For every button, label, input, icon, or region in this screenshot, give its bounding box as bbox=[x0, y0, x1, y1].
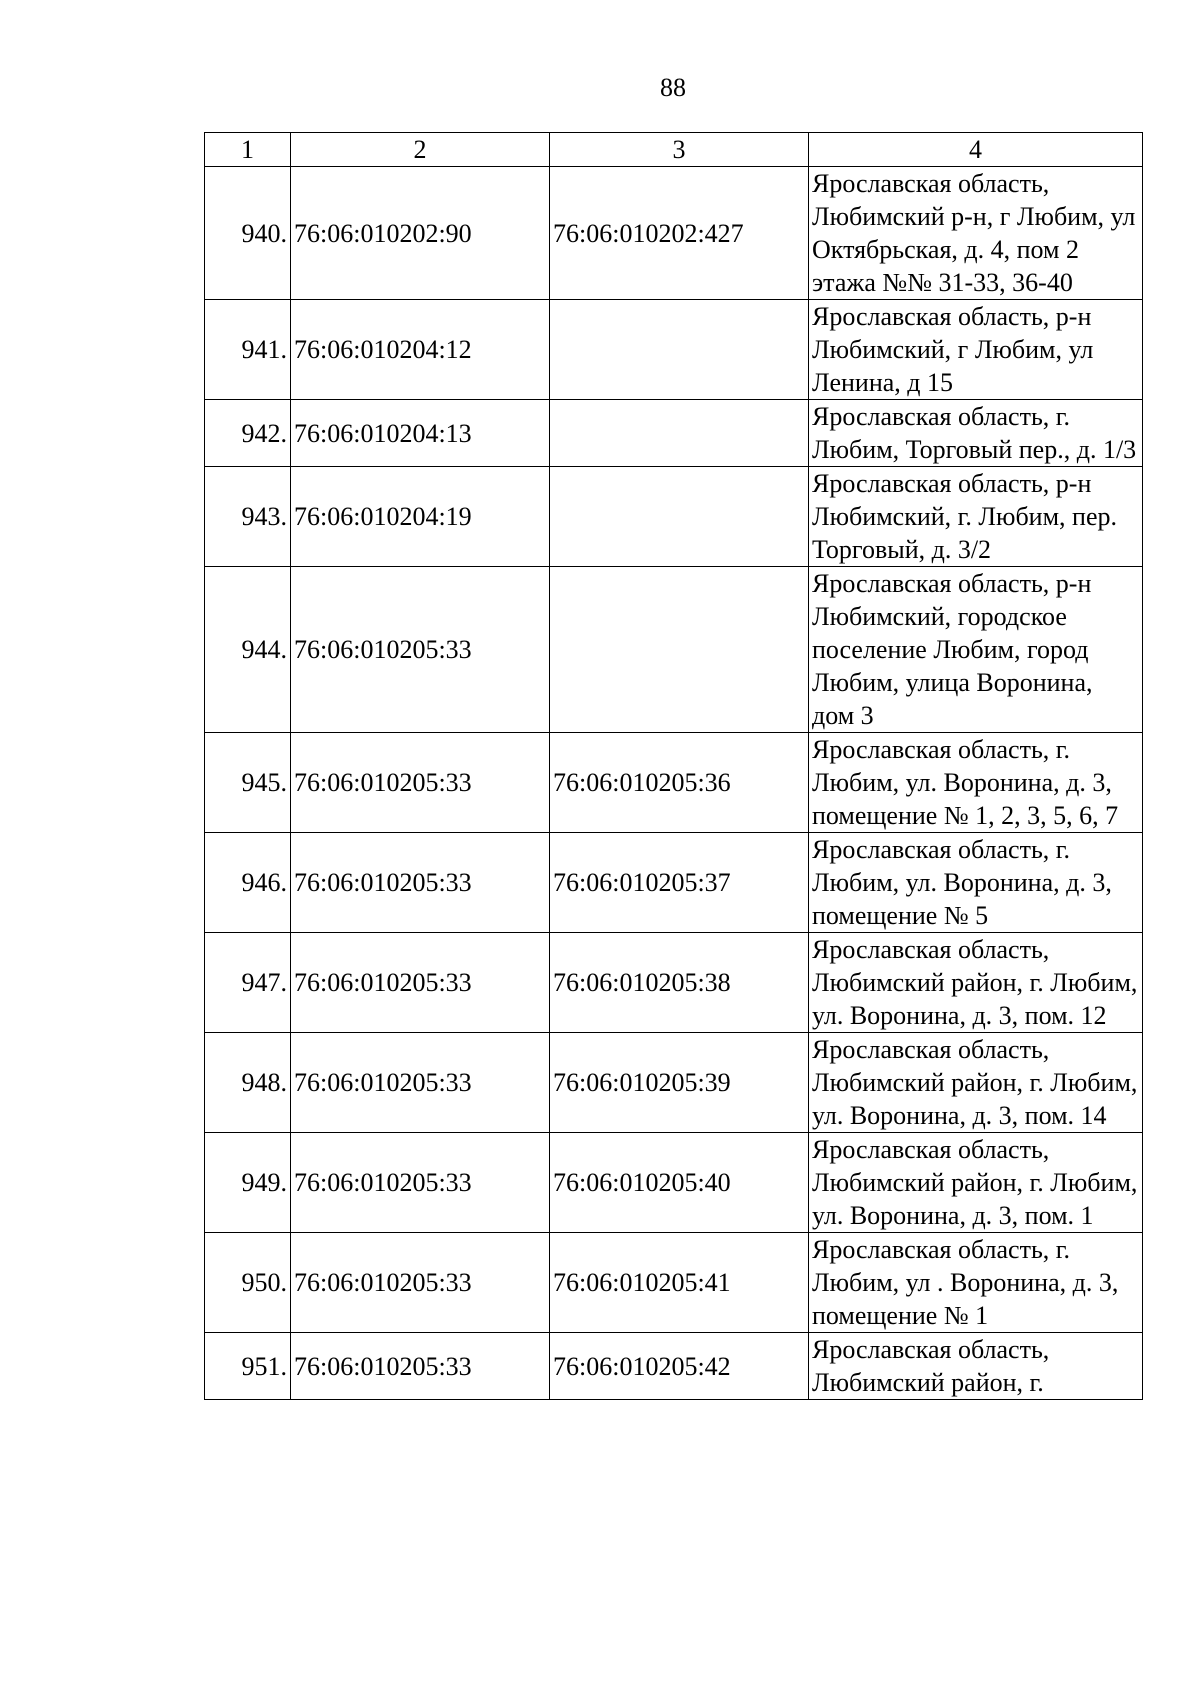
cadastral-number: 76:06:010205:33 bbox=[291, 1133, 550, 1233]
address: Ярославская область, Любимский район, г. bbox=[809, 1333, 1143, 1400]
column-header-4: 4 bbox=[809, 133, 1143, 167]
object-cadastral-number: 76:06:010205:42 bbox=[550, 1333, 809, 1400]
row-number: 945. bbox=[205, 733, 291, 833]
row-number: 942. bbox=[205, 400, 291, 467]
object-cadastral-number: 76:06:010202:427 bbox=[550, 167, 809, 300]
row-number: 947. bbox=[205, 933, 291, 1033]
registry-table bbox=[204, 132, 1143, 1400]
address: Ярославская область, Любимский район, г. Любим, ул. Воронина, д. 3, пом. 12 bbox=[809, 933, 1143, 1033]
object-cadastral-number: 76:06:010205:40 bbox=[550, 1133, 809, 1233]
column-header-1: 1 bbox=[205, 133, 291, 167]
column-header-3: 3 bbox=[550, 133, 809, 167]
table-row bbox=[205, 167, 1143, 300]
cadastral-number: 76:06:010205:33 bbox=[291, 567, 550, 733]
address: Ярославская область, г. Любим, Торговый пер., д. 1/3 bbox=[809, 400, 1143, 467]
address: Ярославская область, р-н Любимский, г Любим, ул Ленина, д 15 bbox=[809, 300, 1143, 400]
address: Ярославская область, г. Любим, ул. Воронина, д. 3, помещение № 1, 2, 3, 5, 6, 7 bbox=[809, 733, 1143, 833]
row-number: 951. bbox=[205, 1333, 291, 1400]
row-number: 948. bbox=[205, 1033, 291, 1133]
row-number: 941. bbox=[205, 300, 291, 400]
object-cadastral-number: 76:06:010205:36 bbox=[550, 733, 809, 833]
cadastral-number: 76:06:010205:33 bbox=[291, 1033, 550, 1133]
cadastral-number: 76:06:010202:90 bbox=[291, 167, 550, 300]
address: Ярославская область, г. Любим, ул. Воронина, д. 3, помещение № 5 bbox=[809, 833, 1143, 933]
object-cadastral-number bbox=[550, 300, 809, 400]
row-number: 949. bbox=[205, 1133, 291, 1233]
row-number: 943. bbox=[205, 467, 291, 567]
table-row bbox=[205, 1033, 1143, 1133]
address: Ярославская область, Любимский район, г. Любим, ул. Воронина, д. 3, пом. 14 bbox=[809, 1033, 1143, 1133]
object-cadastral-number bbox=[550, 400, 809, 467]
table-row bbox=[205, 933, 1143, 1033]
table-row bbox=[205, 1233, 1143, 1333]
column-header-2: 2 bbox=[291, 133, 550, 167]
row-number: 946. bbox=[205, 833, 291, 933]
table-row bbox=[205, 833, 1143, 933]
cadastral-number: 76:06:010205:33 bbox=[291, 1333, 550, 1400]
object-cadastral-number: 76:06:010205:37 bbox=[550, 833, 809, 933]
table-row bbox=[205, 300, 1143, 400]
address: Ярославская область, р-н Любимский, г. Любим, пер. Торговый, д. 3/2 bbox=[809, 467, 1143, 567]
table-row bbox=[205, 1133, 1143, 1233]
object-cadastral-number: 76:06:010205:41 bbox=[550, 1233, 809, 1333]
object-cadastral-number bbox=[550, 467, 809, 567]
object-cadastral-number bbox=[550, 567, 809, 733]
object-cadastral-number: 76:06:010205:38 bbox=[550, 933, 809, 1033]
address: Ярославская область, Любимский район, г. Любим, ул. Воронина, д. 3, пом. 1 bbox=[809, 1133, 1143, 1233]
row-number: 944. bbox=[205, 567, 291, 733]
table-header-row bbox=[205, 133, 1143, 167]
table-row bbox=[205, 1333, 1143, 1400]
cadastral-number: 76:06:010204:19 bbox=[291, 467, 550, 567]
table-row bbox=[205, 400, 1143, 467]
address: Ярославская область, Любимский р-н, г Любим, ул Октябрьская, д. 4, пом 2 этажа №№ 31-33, 36-40 bbox=[809, 167, 1143, 300]
table-row bbox=[205, 733, 1143, 833]
address: Ярославская область, г. Любим, ул . Воронина, д. 3, помещение № 1 bbox=[809, 1233, 1143, 1333]
table-row bbox=[205, 467, 1143, 567]
page-number: 88 bbox=[660, 73, 686, 102]
cadastral-number: 76:06:010205:33 bbox=[291, 733, 550, 833]
address: Ярославская область, р-н Любимский, городское поселение Любим, город Любим, улица Воронина, дом 3 bbox=[809, 567, 1143, 733]
cadastral-number: 76:06:010205:33 bbox=[291, 833, 550, 933]
row-number: 940. bbox=[205, 167, 291, 300]
cadastral-number: 76:06:010204:12 bbox=[291, 300, 550, 400]
cadastral-number: 76:06:010205:33 bbox=[291, 1233, 550, 1333]
cadastral-number: 76:06:010204:13 bbox=[291, 400, 550, 467]
row-number: 950. bbox=[205, 1233, 291, 1333]
cadastral-number: 76:06:010205:33 bbox=[291, 933, 550, 1033]
table-row bbox=[205, 567, 1143, 733]
object-cadastral-number: 76:06:010205:39 bbox=[550, 1033, 809, 1133]
